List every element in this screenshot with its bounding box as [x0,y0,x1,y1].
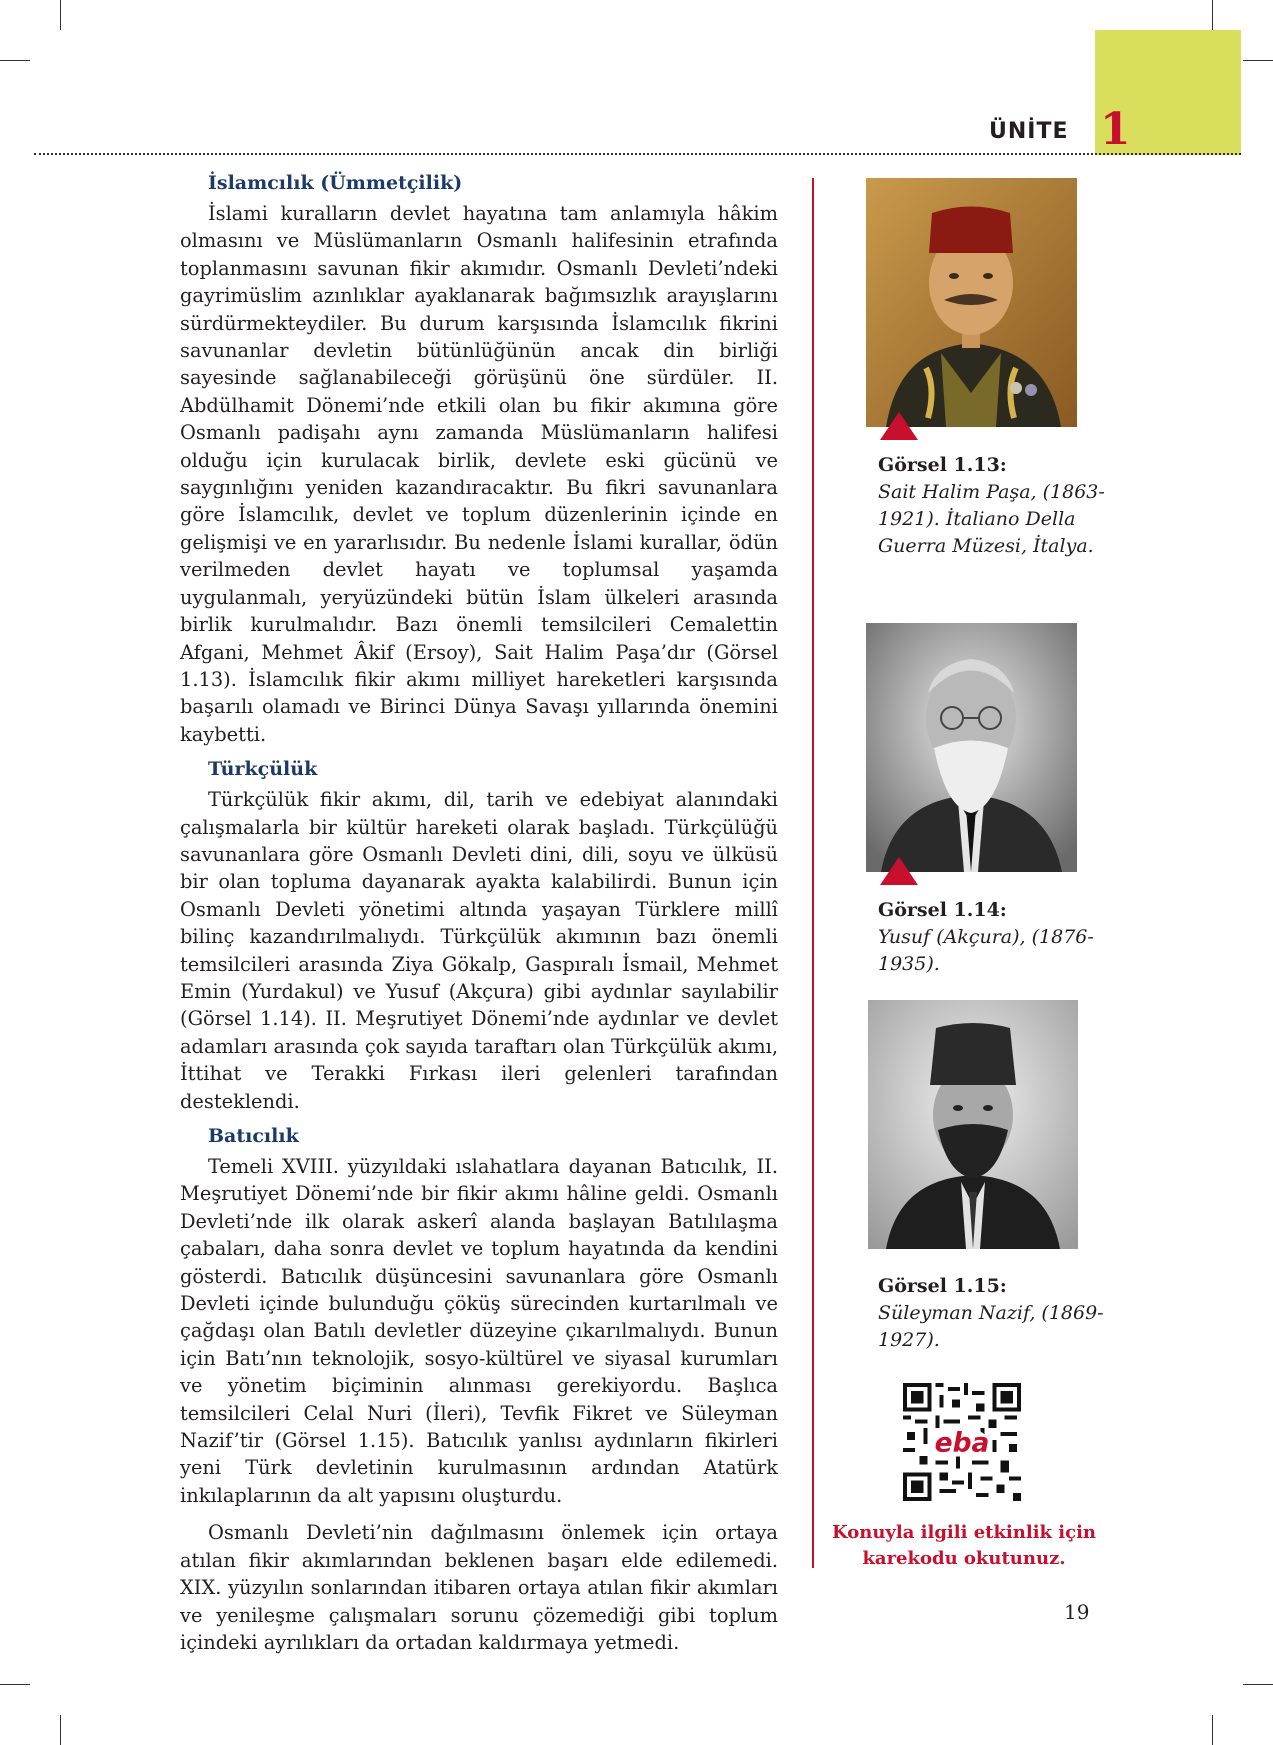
page-number: 19 [1064,1600,1090,1624]
figure-label: Görsel 1.14: [878,899,1007,921]
triangle-marker-icon [880,857,918,885]
portrait-yusuf-akcura [866,623,1077,872]
qr-note: Konuyla ilgili etkinlik için karekodu okutunuz. [832,1522,1096,1569]
triangle-marker-icon [880,412,918,440]
crop-mark [0,60,30,61]
section-title: İslamcılık (Ümmetçilik) [208,172,463,194]
header-divider [34,153,1241,155]
qr-logo-text: eba [934,1427,990,1459]
section-turkculuk [180,758,778,1115]
crop-mark [60,1715,61,1745]
portrait-suleyman-nazif [868,1000,1078,1249]
main-text-column [180,172,778,1666]
crop-mark [60,0,61,30]
paragraph: Osmanlı Devleti’nin dağılmasını önlemek için ortaya atılan fikir akımlarından beklenen başarı elde edilemedi. XIX. yüzyılın sonlarından itibaren ortaya atılan fikir akımları ve yenileşme çalışmaları sorunu çözemediği gibi toplum içindeki ayrılıkları da ortadan kaldırmaya yetmedi. [180,1521,778,1654]
unit-number: 1 [1100,104,1131,155]
paragraph: Türkçülük fikir akımı, dil, tarih ve edebiyat alanındaki çalışmalarla bir kültür hareketi olarak başladı. Türkçülüğü savunanlara göre Osmanlı Devleti dini, dili, soyu ve ülküsü bir olan topluma dayanarak ayakta kalabilirdi. Bunun için Osmanlı Devleti yönetimi altında yaşayan Türklere millî bilinç kazandırılmalıydı. Türkçülük akımının bazı önemli temsilcileri arasında Ziya Gökalp, Gaspıralı İsmail, Mehmet Emin (Yurdakul) ve Yusuf (Akçura) gibi aydınlar sayılabilir (Görsel 1.14). II. Meşrutiyet Dönemi’nde aydınlar ve devlet adamları arasında çok sayıda taraftarı olan Türkçülük akımı, İttihat ve Terakki Fırkası ileri gelenleri tarafından desteklendi. [180,788,778,1113]
figure-label: Görsel 1.13: [878,454,1007,476]
section-title: Türkçülük [208,758,318,781]
figure-caption [878,1273,1118,1354]
paragraph: Temeli XVIII. yüzyıldaki ıslahatlara dayanan Batıcılık, II. Meşrutiyet Dönemi’nde bir fikir akımı hâline geldi. Osmanlı Devleti’nde ilk olarak askerî alanda başlayan Batılılaşma çabaları, daha sonra devlet ve toplum hayatında da kendini gösterdi. Batıcılık düşüncesini savunanlara göre Osmanlı Devleti içinde bulunduğu çöküş sürecinden kurtarılmalı ve çağdaşı olan Batılı devletler düzeyine çıkarılmalıydı. Bunun için Batı’nın teknolojik, sosyo-kültürel ve siyasal kurumları ve yönetim biçiminin alınması gerekiyordu. Başlıca temsilcileri Celal Nuri (İleri), Tevfik Fikret ve Süleyman Nazif’tir (Görsel 1.15). Batıcılık yanlısı aydınların fikirleri yeni Türk devletinin kurulmasının ardından Atatürk inkılaplarının da alt yapısını oluşturdu. [180,1155,778,1507]
section-baticilik [180,1125,778,1656]
crop-mark [0,1684,30,1685]
crop-mark [1212,0,1213,30]
figure-caption-text: Yusuf (Akçura), (1876-1935). [878,926,1094,975]
crop-mark [1243,60,1273,61]
figure-caption-text: Süleyman Nazif, (1869-1927). [878,1302,1104,1351]
crop-mark [1212,1715,1213,1745]
section-title: Batıcılık [208,1125,299,1147]
qr-code-icon[interactable] [903,1383,1021,1501]
section-islamcilik [180,172,778,748]
crop-mark [1243,1684,1273,1685]
sidebar-divider-line [812,178,814,1568]
figure-label: Görsel 1.15: [878,1275,1007,1297]
figure-caption-text: Sait Halim Paşa, (1863-1921). İtaliano Della Guerra Müzesi, İtalya. [878,481,1105,557]
figure-caption [878,897,1118,978]
portrait-sait-halim-pasa [866,178,1077,427]
unit-label: ÜNİTE [989,119,1069,144]
figure-caption [878,452,1118,560]
paragraph: İslami kuralların devlet hayatına tam anlamıyla hâkim olmasını ve Müslümanların Osmanlı halifesinin etrafında toplanmasını savunan fikir akımıdır. Osmanlı Devleti’ndeki gayrimüslim azınlıklar ayaklanarak bağımsızlık arayışlarını sürdürmekteydiler. Bu durum karşısında İslamcılık fikrini savunanlar devletin bütünlüğünün ancak din birliği sayesinde sağlanabileceği görüşünü öne sürdüler. II. Abdülhamit Dönemi’nde etkili olan bu fikir akımına göre Osmanlı padişahı aynı zamanda Müslümanların halifesi olduğu için kurulacak birlik, devlete eski gücünü ve saygınlığını yeniden kazandıracaktır. Bu fikri savunanlara göre İslamcılık, devlet ve toplum düzenlerinin içinde en gelişmişi ve en yararlısıdır. Bu nedenle İslami kurallar, ödün verilmeden devlet hayatı ve toplumsal yaşamda uygulanmalı, yeryüzündeki bütün İslam ülkeleri arasında birlik kurulmalıdır. Bazı önemli temsilcileri Cemalettin Afgani, Mehmet Âkif (Ersoy), Sait Halim Paşa’dır (Görsel 1.13). İslamcılık fikir akımı milliyet hareketleri karşısında başarılı olamadı ve Birinci Dünya Savaşı yıllarında önemini kaybetti. [180,202,778,746]
